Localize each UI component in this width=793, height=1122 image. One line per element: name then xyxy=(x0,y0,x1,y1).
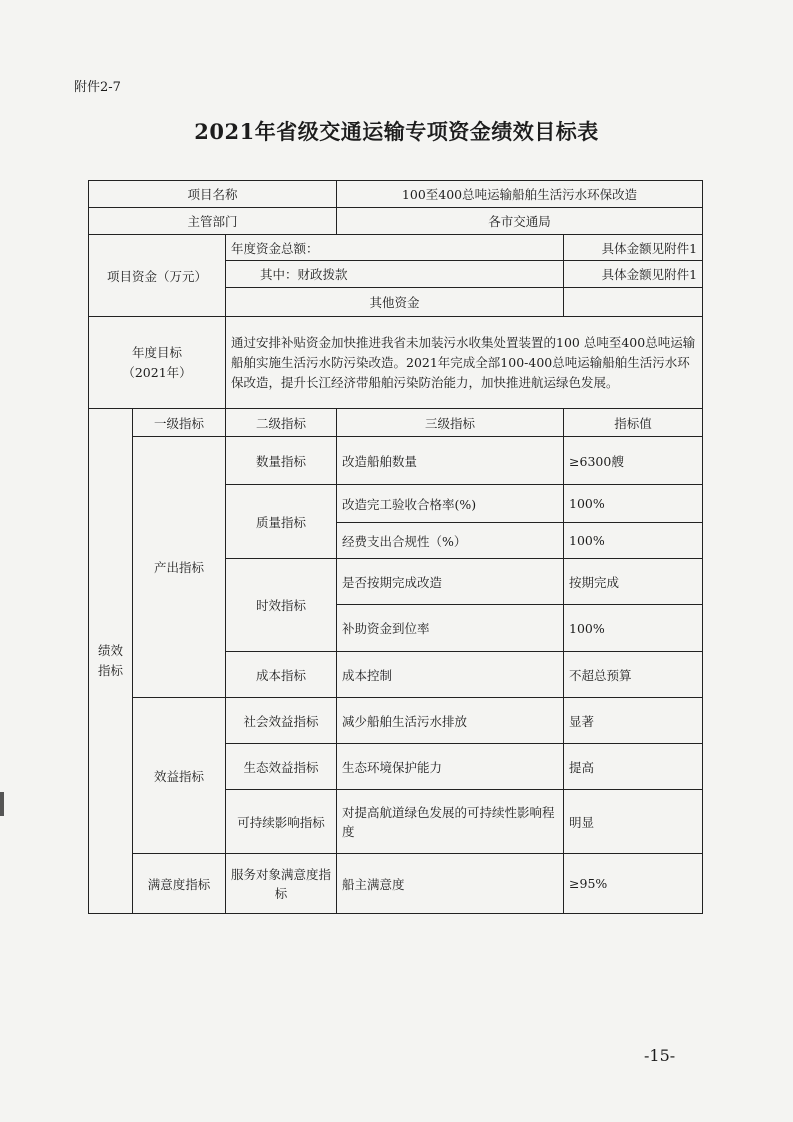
benefit-indicator-label: 效益指标 xyxy=(133,698,226,854)
level3-item: 对提高航道绿色发展的可持续性影响程度 xyxy=(337,790,564,854)
dept-value: 各市交通局 xyxy=(337,208,703,235)
funds-total-row xyxy=(89,235,703,261)
indicator-value: 100% xyxy=(564,485,703,523)
indicator-value: 提高 xyxy=(564,744,703,790)
dept-label: 主管部门 xyxy=(89,208,337,235)
level3-item: 船主满意度 xyxy=(337,854,564,914)
indicator-header-row xyxy=(89,409,703,437)
timeliness-indicator-label: 时效指标 xyxy=(226,559,337,652)
cost-indicator-label: 成本指标 xyxy=(226,652,337,698)
indicator-value: 显著 xyxy=(564,698,703,744)
social-benefit-label: 社会效益指标 xyxy=(226,698,337,744)
attachment-label: 附件2-7 xyxy=(74,80,121,95)
table-row xyxy=(89,437,703,485)
level3-item: 经费支出合规性（%） xyxy=(337,523,564,559)
project-name-value: 100至400总吨运输船舶生活污水环保改造 xyxy=(337,181,703,208)
performance-label-line1: 绩效 xyxy=(97,643,123,658)
annual-total-label: 年度资金总额： xyxy=(226,235,564,261)
fiscal-value: 具体金额见附件1 xyxy=(564,261,703,288)
page-title: 2021年省级交通运输专项资金绩效目标表 xyxy=(194,119,599,144)
fiscal-label: 其中：财政拨款 xyxy=(226,261,564,288)
quantity-indicator-label: 数量指标 xyxy=(226,437,337,485)
indicator-value: 按期完成 xyxy=(564,559,703,605)
project-name-label: 项目名称 xyxy=(89,181,337,208)
header-level2: 二级指标 xyxy=(226,409,337,437)
funds-label: 项目资金（万元） xyxy=(89,235,226,317)
level3-item: 成本控制 xyxy=(337,652,564,698)
other-funds-value xyxy=(564,288,703,317)
dept-row xyxy=(89,208,703,235)
level3-item: 生态环境保护能力 xyxy=(337,744,564,790)
header-level3: 三级指标 xyxy=(337,409,564,437)
quality-indicator-label: 质量指标 xyxy=(226,485,337,559)
level3-item: 是否按期完成改造 xyxy=(337,559,564,605)
level3-item: 改造完工验收合格率(%) xyxy=(337,485,564,523)
sustainable-impact-label: 可持续影响指标 xyxy=(226,790,337,854)
indicator-value: 100% xyxy=(564,605,703,652)
table-row xyxy=(89,854,703,914)
header-level1: 一级指标 xyxy=(133,409,226,437)
page-number: -15- xyxy=(644,1046,676,1065)
level3-item: 改造船舶数量 xyxy=(337,437,564,485)
scan-edge-mark xyxy=(0,792,4,816)
output-indicator-label: 产出指标 xyxy=(133,437,226,698)
indicator-value: 100% xyxy=(564,523,703,559)
service-satisfaction-label: 服务对象满意度指标 xyxy=(226,854,337,914)
performance-target-table xyxy=(88,180,703,914)
annual-goal-label-line1: 年度目标 xyxy=(131,344,182,360)
indicator-value: 明显 xyxy=(564,790,703,854)
annual-total-value: 具体金额见附件1 xyxy=(564,235,703,261)
annual-goal-text: 通过安排补贴资金加快推进我省未加装污水收集处置装置的100 总吨至400总吨运输船舶实施生活污水防污染改造。2021年完成全部100-400总吨运输船舶生活污水环保改造，提升长江经济带船舶污染防治能力，加快推进航运绿色发展。 xyxy=(226,317,703,409)
performance-indicator-label xyxy=(89,409,133,914)
indicator-value: ≥6300艘 xyxy=(564,437,703,485)
indicator-value: 不超总预算 xyxy=(564,652,703,698)
annual-goal-label-line2: （2021年） xyxy=(122,364,192,380)
header-value: 指标值 xyxy=(564,409,703,437)
annual-goal-label xyxy=(89,317,226,409)
ecological-benefit-label: 生态效益指标 xyxy=(226,744,337,790)
table-row xyxy=(89,698,703,744)
project-name-row xyxy=(89,181,703,208)
satisfaction-indicator-label: 满意度指标 xyxy=(133,854,226,914)
indicator-value: ≥95% xyxy=(564,854,703,914)
level3-item: 补助资金到位率 xyxy=(337,605,564,652)
level3-item: 减少船舶生活污水排放 xyxy=(337,698,564,744)
performance-label-line2: 指标 xyxy=(97,663,123,678)
annual-goal-row xyxy=(89,317,703,409)
other-funds-label: 其他资金 xyxy=(226,288,564,317)
